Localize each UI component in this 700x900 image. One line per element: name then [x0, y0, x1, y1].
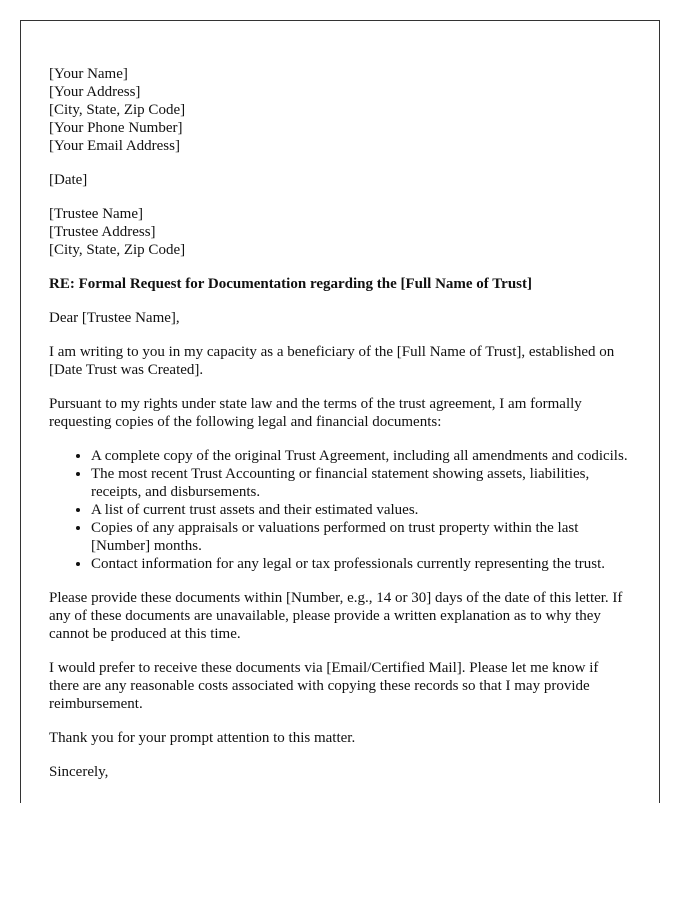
- delivery-paragraph: I would prefer to receive these documents via [Email/Certified Mail]. Please let me know if there are any reasonable costs associated with copying these records so that I may provide reimbursement.: [49, 660, 599, 712]
- list-item: • The most recent Trust Accounting or financial statement showing assets, liabilities, receipts, and disbursements.: [91, 465, 631, 501]
- sender-email: [Your Email Address]: [49, 138, 180, 154]
- list-item: • A complete copy of the original Trust Agreement, including all amendments and codicils.: [91, 447, 631, 465]
- recipient-name: [Trustee Name]: [49, 206, 144, 222]
- recipient-street: [Trustee Address]: [49, 224, 156, 240]
- sender-phone: [Your Phone Number]: [49, 120, 183, 136]
- recipient-city: [City, State, Zip Code]: [49, 242, 186, 258]
- request-paragraph: Pursuant to my rights under state law and the terms of the trust agreement, I am formally requesting copies of the following legal and financial documents:: [49, 396, 582, 430]
- signoff: Sincerely,: [49, 764, 109, 780]
- list-item: • Copies of any appraisals or valuations performed on trust property within the last [Number] months.: [91, 519, 631, 555]
- sender-street: [Your Address]: [49, 84, 141, 100]
- thanks-paragraph: Thank you for your prompt attention to this matter.: [49, 730, 356, 746]
- salutation: Dear [Trustee Name],: [49, 310, 180, 326]
- subject-line: RE: Formal Request for Documentation regarding the [Full Name of Trust]: [49, 276, 533, 292]
- list-item: • Contact information for any legal or tax professionals currently representing the trust.: [91, 555, 631, 573]
- sender-city: [City, State, Zip Code]: [49, 102, 186, 118]
- sender-name: [Your Name]: [49, 66, 128, 82]
- letter-page: [20, 20, 660, 803]
- deadline-paragraph: Please provide these documents within [Number, e.g., 14 or 30] days of the date of this letter. If any of these documents are unavailable, please provide a written explanation as to why they cannot be produced at this time.: [49, 590, 623, 642]
- list-item: • A list of current trust assets and their estimated values.: [91, 501, 631, 519]
- document-list: [49, 447, 631, 573]
- letter-date: [Date]: [49, 172, 88, 188]
- intro-paragraph: I am writing to you in my capacity as a beneficiary of the [Full Name of Trust], established on [Date Trust was Created].: [49, 344, 615, 378]
